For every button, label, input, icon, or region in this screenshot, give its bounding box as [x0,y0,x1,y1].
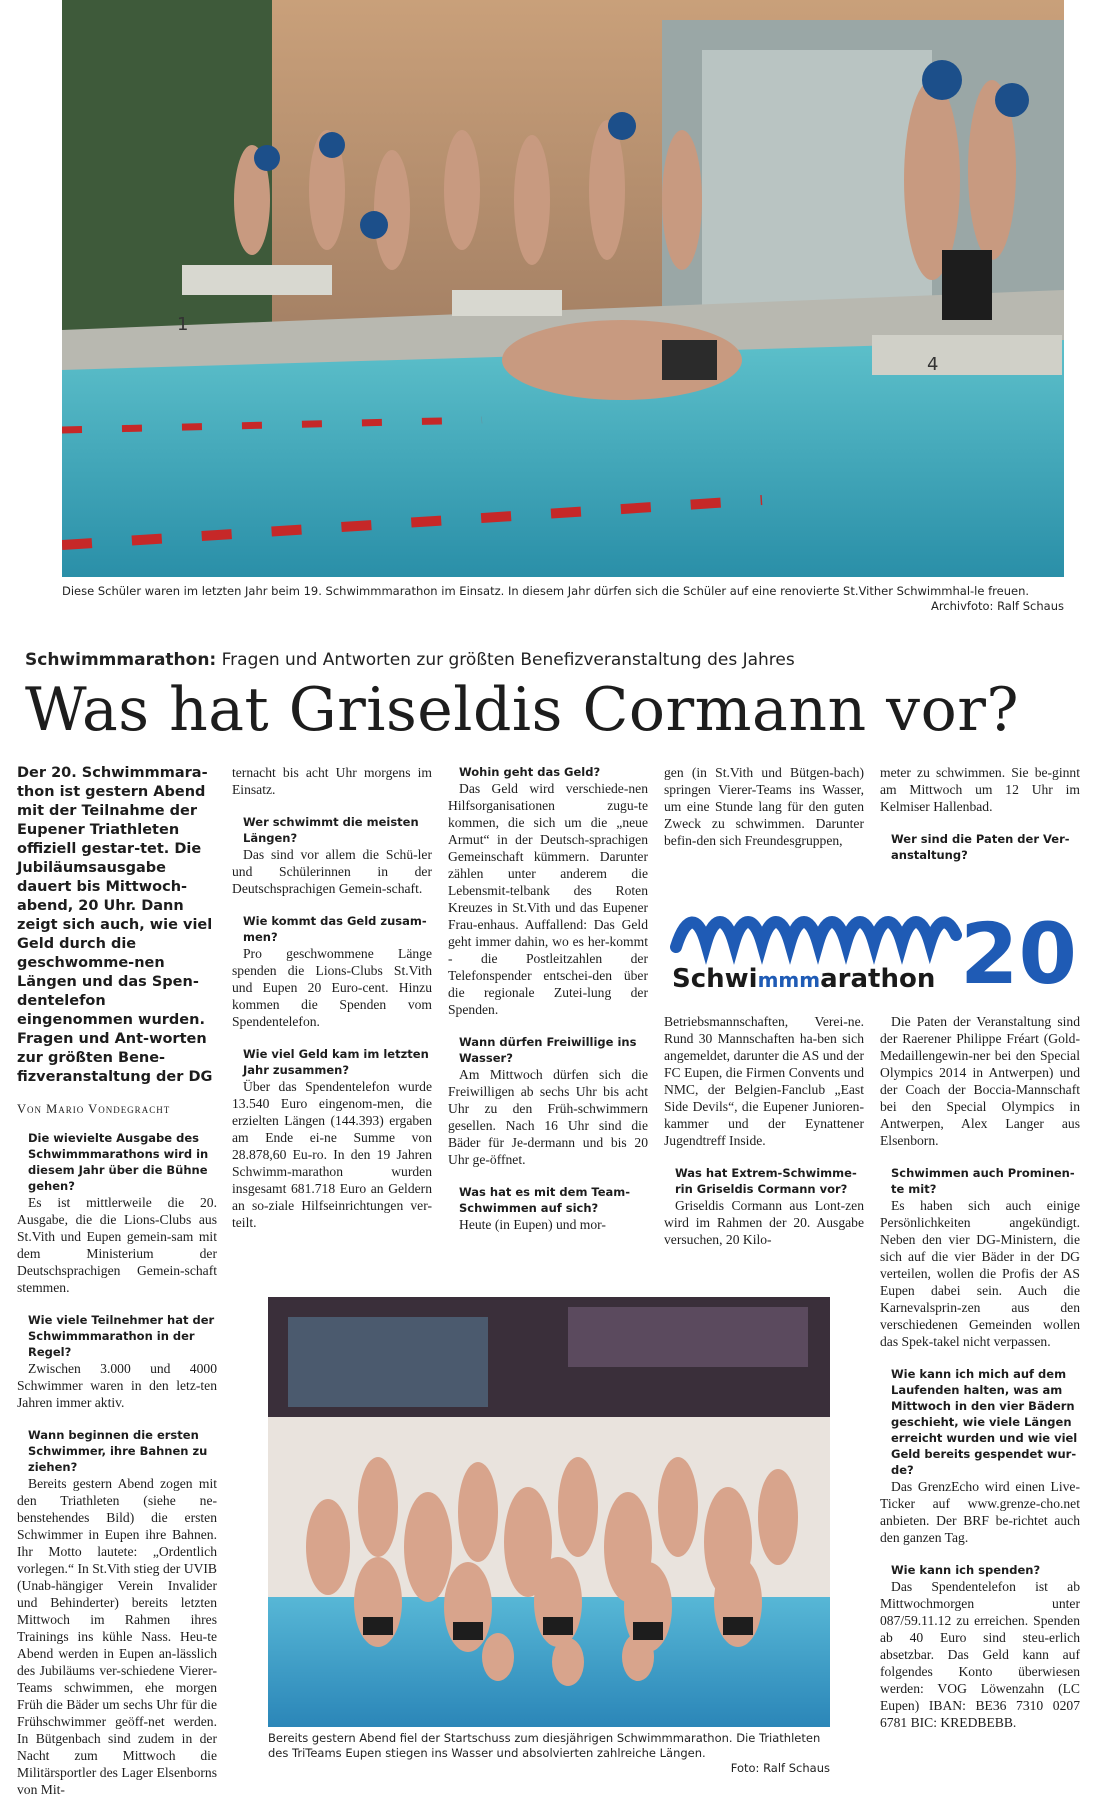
qa-block [232,913,432,1030]
qa-block [17,1130,217,1296]
qa-block [232,814,432,897]
answer: Das Spendentelefon ist ab Mittwochmorgen unter 087/59.11.12 zu erreichen. Spenden ab 40 Euro sind steu-erlich absetzbar. Das Geld kann auf folgendes Konto überwiesen werden: VOG Löwenzahn (LC Eupen) IBAN: BE36 7310 0207 6781 BIC: KREDBEBB. [880,1579,1080,1730]
answer: ternacht bis acht Uhr morgens im Einsatz. [232,765,432,797]
answer: Am Mittwoch dürfen sich die Freiwilligen ab sechs Uhr bis acht Uhr zu den Früh-schwimmern gesellen. Nach 16 Uhr sind die Bäder für Je-dermann und bis 20 Uhr ge-öffnet. [448,1067,648,1167]
column-5-top [880,764,1080,863]
qa-block [232,1046,432,1231]
question: Was hat Extrem-Schwimme-rin Griseldis Cormann vor? [675,1166,857,1196]
column-1 [17,764,217,1798]
answer: Betriebsmannschaften, Verei-ne. Rund 30 Mannschaften ha-ben sich angemeldet, darunter die AS und der FC Eupen, die Firmen Convents und NMC, der Belgien-Fanclub „East Side Devils“, die Eupener Junioren-kammer und der Eynattener Jugendtreff Inside. [664,1014,864,1148]
answer: Die Paten der Veranstaltung sind der Raerener Philippe Fréart (Gold-Medaillengewin-ner bei den Special Olympics 2014 in Antwerpen) und der Coach der Boccia-Mannschaft bei den Special Olympics in Antwerpen, Alex Langer aus Elsenborn. [880,1014,1080,1148]
answer: Über das Spendentelefon wurde 13.540 Euro eingenom-men, die erzielten Längen (144.393) ergaben am Ende ei-ne Summe von 28.878,60 Eu-ro. In den 19 Jahren Schwimm-marathon wurden insgesamt 681.718 Euro an Geldern an so-ziale Hilfseinrichtungen ver-teilt. [232,1079,432,1230]
question: Wie viel Geld kam im letzten Jahr zusammen? [243,1047,429,1077]
bottom-caption-credit: Foto: Ralf Schaus [730,1761,830,1775]
answer: Es haben sich auch einige Persönlichkeiten angekündigt. Neben den vier DG-Ministern, die sich auf die vier Bäder in der DG verteilen, wollen die Profis der AS Eupen dabei sein. Auch die Karnevalsprin-zen aus den verschiedenen Gemeinden wollen das Spek-takel nicht verpassen. [880,1198,1080,1349]
answer: Das sind vor allem die Schü-ler und Schülerinnen in der Deutschsprachigen Gemein-schaft. [232,847,432,896]
qa-block [880,1366,1080,1546]
top-photo [62,0,1064,577]
answer: Pro geschwommene Länge spenden die Lions-Clubs St.Vith und Eupen 20 Euro-cent. Hinzu kommen die Spenden vom Spendentelefon. [232,946,432,1029]
qa-block [448,764,648,1018]
bottom-photo-caption [268,1731,830,1776]
top-caption-text: Diese Schüler waren im letzten Jahr beim 19. Schwimmmarathon im Einsatz. In diesem Jahr dürfen sich die Schüler auf eine renovierte St.Vither Schwimmhal-le freuen. [62,584,1030,598]
qa-block [880,1562,1080,1731]
answer: meter zu schwimmen. Sie be-ginnt am Mittwoch um 12 Uhr im Kelmiser Hallenbad. [880,765,1080,814]
wave-graphic [676,922,956,947]
article-kicker [25,650,795,670]
answer: Griseldis Cormann aus Lont-zen wird im Rahmen der 20. Ausgabe versuchen, 20 Kilo- [664,1198,864,1247]
question: Wie kann ich mich auf dem Laufenden halten, was am Mittwoch in den vier Bädern geschieht, wie viele Längen erreicht wurden und wie viel Geld bereits gespendet wur-de? [891,1367,1078,1477]
question: Wie viele Teilnehmer hat der Schwimmmarathon in der Regel? [28,1313,215,1359]
question: Die wievielte Ausgabe des Schwimmmarathons wird in diesem Jahr über die Bühne gehen? [28,1131,209,1193]
question: Wer sind die Paten der Ver-anstaltung? [891,832,1070,862]
question: Wohin geht das Geld? [459,765,601,779]
answer: Das GrenzEcho wird einen Live-Ticker auf www.grenze-cho.net anbieten. Der BRF be-richtet auch den ganzen Tag. [880,1479,1080,1545]
question: Wie kommt das Geld zusam-men? [243,914,427,944]
bottom-photo [268,1297,830,1727]
column-3 [448,764,648,1233]
answer: Bereits gestern Abend zogen mit den Triathleten (siehe ne-benstehendes Bild) die ersten Schwimmer in Eupen ihre Bahnen. Ihr Motto lautete: „Ordentlich vorlegen.“ In St.Vith stieg der UVIB (Unab-hängiger Verein Invalider und Behinderter) bereits letzten Mittwoch im Rahmen ihres Trainings ins kühle Nass. Heu-te Abend werden in Eupen an-lässlich des Jubiläums ver-schiedene Vierer-Teams schwimmen, ehe morgen Früh die Bäder um sechs Uhr für die Frühschwimmer geöff-net werden. In Bütgenbach sind zudem in der Nacht zum Mittwoch die Militärsportler des Lager Elsenborns von Mit- [17,1476,217,1797]
question: Schwimmen auch Prominen-te mit? [891,1166,1075,1196]
question: Wann beginnen die ersten Schwimmer, ihre Bahnen zu ziehen? [28,1428,208,1474]
top-caption-credit: Archivfoto: Ralf Schaus [930,599,1064,613]
schwimmmarathon-20-logo [668,895,1076,995]
answer: Das Geld wird verschiede-nen Hilfsorganisationen zugu-te kommen, die sich um die „neue Armut“ in der Deutsch-sprachigen Gemeinschaft kümmern. Darunter zählen unter anderem die Lebensmit-telbank des Roten Kreuzes in St.Vith und das Eupener Frau-enhaus. Auffallend: Das Geld geht immer dahin, wo es her-kommt - die Postleitzahlen der Telefonspender entschei-den über die regionale Zutei-lung der Spenden. [448,781,648,1017]
bottom-caption-text: Bereits gestern Abend fiel der Startschuss zum diesjährigen Schwimmmarathon. Die Triathleten des TriTeams Eupen stiegen ins Wasser und absolvierten zahlreiche Längen. [268,1731,821,1760]
answer: Es ist mittlerweile die 20. Ausgabe, die die Lions-Clubs aus St.Vith und Eupen gemein-sam mit dem Ministerium der Deutschsprachigen Gemein-schaft stemmen. [17,1195,217,1295]
column-5-bottom [880,1013,1080,1731]
byline: Von Mario Vondegracht [17,1102,171,1116]
column-4-bottom [664,1013,864,1248]
article-lead: Der 20. Schwimmmara-thon ist gestern Abend mit der Teilnahme der Eupener Triathleten offiziell gestar-tet. Die Jubiläumsausgabe dauert bis Mittwoch-abend, 20 Uhr. Dann zeigt sich auch, wie viel Geld durch die geschwomme-nen Längen und das Spen-dentelefon eingenommen wurden. Fragen und Ant-worten zur größten Bene-fizveranstaltung der DG [17,765,213,1085]
answer: Heute (in Eupen) und mor- [459,1217,606,1232]
qa-block [880,1165,1080,1350]
answer: gen (in St.Vith und Bütgen-bach) springen Vierer-Teams ins Wasser, um eine Stunde lang für den guten Zweck zu schwimmen. Darunter befin-den sich Freundesgruppen, [664,765,864,848]
kicker-label: Schwimmmarathon: [25,650,217,670]
kicker-text: Fragen und Antworten zur größten Benefizveranstaltung des Jahres [221,650,795,670]
lane-number-4: 4 [927,354,939,375]
qa-block [17,1312,217,1411]
logo-number: 20 [960,905,1076,995]
qa-block [448,1184,648,1233]
column-4-top [664,764,864,849]
question: Wann dürfen Freiwillige ins Wasser? [459,1035,637,1065]
question: Wer schwimmt die meisten Längen? [243,815,419,845]
question: Wie kann ich spenden? [891,1563,1041,1577]
qa-block [448,1034,648,1168]
page-title: Was hat Griseldis Cormann vor? [25,675,1020,745]
answer: Zwischen 3.000 und 4000 Schwimmer waren in den letz-ten Jahren immer aktiv. [17,1361,217,1410]
question: Was hat es mit dem Team-Schwimmen auf sich? [459,1185,631,1215]
top-photo-caption [62,584,1064,614]
lane-number-1: 1 [177,314,189,335]
logo-wordmark: Schwimmmarathon [672,964,936,994]
column-2 [232,764,432,1231]
qa-block [17,1427,217,1798]
qa-block [664,1165,864,1248]
